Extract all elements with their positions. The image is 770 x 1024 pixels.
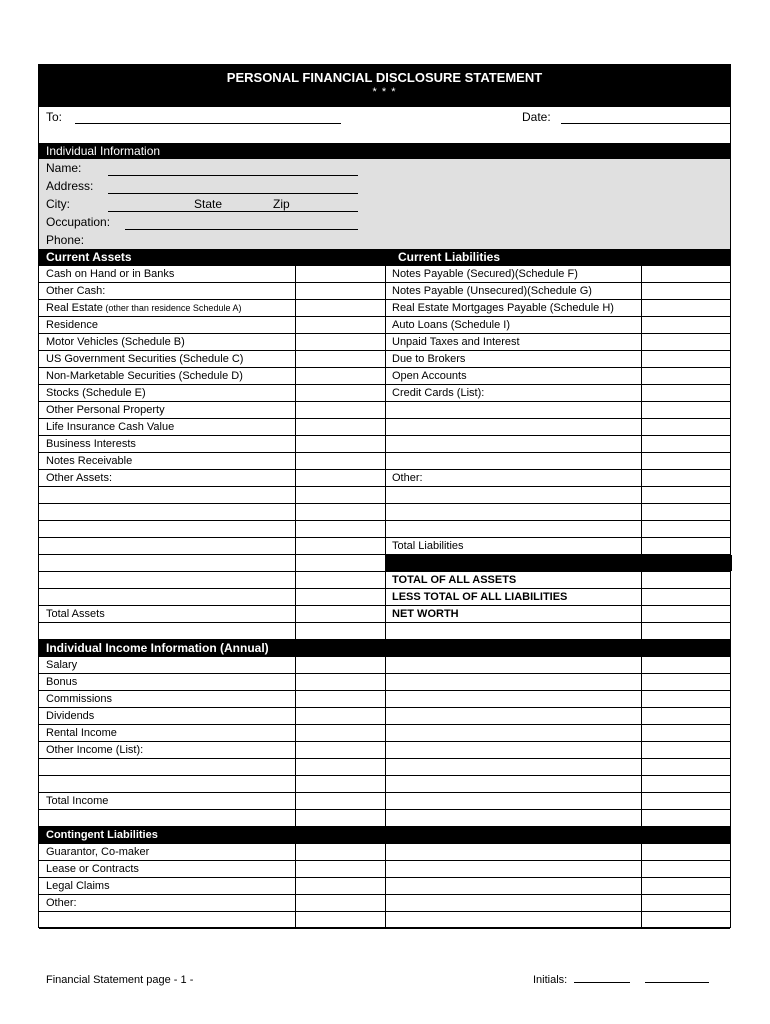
row-label: NET WORTH [392,608,459,620]
amount-cell[interactable] [643,623,730,639]
amount-cell[interactable] [643,708,730,724]
amount-cell[interactable] [387,742,639,758]
row-label: Business Interests [46,438,136,450]
amount-cell[interactable] [387,691,639,707]
city-state-zip-field[interactable] [108,211,358,212]
amount-cell[interactable] [297,878,383,894]
city-label: City: [46,197,70,211]
income-title: Individual Income Information (Annual) [46,641,269,655]
contingent-table [39,844,730,929]
row-label [392,487,638,503]
income-table [39,657,730,827]
amount-cell[interactable] [297,453,383,469]
amount-cell[interactable] [297,742,383,758]
amount-cell[interactable] [643,436,730,452]
amount-cell[interactable] [297,793,383,809]
row-label: Total Assets [46,608,105,620]
row-label: Total Liabilities [392,540,464,552]
amount-cell[interactable] [297,912,383,928]
initials-field-1[interactable] [574,982,630,983]
row-label [46,487,292,503]
amount-cell[interactable] [297,300,383,316]
row-label: Other: [392,472,423,484]
row-label: Dividends [46,710,95,722]
to-label: To: [46,110,63,124]
amount-cell[interactable] [643,487,730,503]
amount-cell[interactable] [643,895,730,911]
row-label: Total Income [46,795,109,807]
column-divider [385,266,386,640]
row-label: Lease or Contracts [46,863,139,875]
row-label: Non-Marketable Securities (Schedule D) [46,370,243,382]
row-label [46,555,292,571]
amount-cell[interactable] [297,317,383,333]
row-label [46,538,292,554]
row-label: Residence [46,319,98,331]
initials-label: Initials: [533,974,568,986]
row-label: Other Assets: [46,472,113,484]
zip-label: Zip [273,197,290,211]
amount-cell[interactable] [643,368,730,384]
amount-cell[interactable] [297,283,383,299]
amount-cell[interactable] [643,300,730,316]
amount-cell[interactable] [643,878,730,894]
state-label: State [194,197,223,211]
amount-cell[interactable] [643,589,730,605]
amount-cell[interactable] [297,521,383,537]
column-divider [641,844,642,929]
amount-cell[interactable] [643,912,730,928]
row-label: LESS TOTAL OF ALL LIABILITIES [392,591,568,603]
row-label: Other Cash: [46,285,106,297]
amount-cell[interactable] [297,606,383,622]
amount-cell[interactable] [297,623,383,639]
amount-cell[interactable] [297,759,383,775]
name-field[interactable] [108,175,358,176]
footer-initials [533,974,709,986]
amount-cell[interactable] [387,844,639,860]
row-label: Legal Claims [46,880,110,892]
amount-cell[interactable] [643,759,730,775]
amount-cell[interactable] [643,793,730,809]
row-label [46,810,292,826]
amount-cell[interactable] [297,470,383,486]
amount-cell[interactable] [297,572,383,588]
amount-cell[interactable] [643,606,730,622]
income-header [39,640,730,657]
amount-cell[interactable] [387,674,639,690]
row-label: Motor Vehicles (Schedule B) [46,336,185,348]
amount-cell[interactable] [643,385,730,401]
initials-field-2[interactable] [645,982,709,983]
amount-cell[interactable] [387,878,639,894]
current-liabilities-title: Current Liabilities [398,250,501,264]
amount-cell[interactable] [387,895,639,911]
row-label [46,759,292,775]
footer-page: Financial Statement page - 1 - [46,974,194,986]
row-label [46,623,292,639]
amount-cell[interactable] [297,351,383,367]
amount-cell[interactable] [297,402,383,418]
row-label: Open Accounts [392,370,467,382]
row-label: Other Personal Property [46,404,165,416]
row-label: Notes Payable (Secured)(Schedule F) [392,268,578,280]
amount-cell[interactable] [297,368,383,384]
row-label: US Government Securities (Schedule C) [46,353,244,365]
amount-cell[interactable] [297,895,383,911]
amount-cell[interactable] [297,538,383,554]
current-assets-title: Current Assets [46,250,132,264]
row-label: Auto Loans (Schedule I) [392,319,511,331]
amount-cell[interactable] [643,453,730,469]
row-label: Rental Income [46,727,117,739]
amount-cell[interactable] [297,487,383,503]
amount-cell[interactable] [643,283,730,299]
amount-cell[interactable] [643,317,730,333]
contingent-header [39,827,730,844]
amount-cell[interactable] [643,334,730,350]
amount-cell[interactable] [643,470,730,486]
amount-cell[interactable] [297,776,383,792]
date-label: Date: [522,110,551,124]
row-label [46,912,292,928]
row-label [392,436,638,452]
row-label: Real Estate Mortgages Payable (Schedule H) [392,302,614,314]
amount-cell[interactable] [297,385,383,401]
assets-liabilities-header [39,249,730,266]
amount-cell[interactable] [643,538,730,554]
amount-cell[interactable] [643,555,730,571]
assets-liabilities-table [39,266,730,640]
row-label: Notes Payable (Unsecured)(Schedule G) [392,285,592,297]
amount-cell[interactable] [297,657,383,673]
address-field[interactable] [108,193,358,194]
row-label: Salary [46,659,78,671]
to-field[interactable] [75,123,341,124]
amount-cell[interactable] [387,657,639,673]
row-label: Other: [46,897,77,909]
row-label [46,572,292,588]
amount-cell[interactable] [297,691,383,707]
row-label [392,504,638,520]
amount-cell[interactable] [297,589,383,605]
amount-cell[interactable] [643,725,730,741]
address-label: Address: [46,179,94,193]
individual-info-section [39,159,730,249]
column-divider [385,844,386,929]
amount-cell[interactable] [387,912,639,928]
row-label: Real Estate (other than residence Schedule A) [46,302,242,314]
occupation-field[interactable] [125,229,358,230]
row-label [392,623,638,639]
column-divider [295,657,296,827]
contingent-title: Contingent Liabilities [46,829,158,841]
row-label: Cash on Hand or in Banks [46,268,175,280]
form-header [39,65,730,107]
amount-cell[interactable] [643,844,730,860]
phone-label: Phone: [46,233,85,247]
amount-cell[interactable] [297,334,383,350]
row-label [46,504,292,520]
column-divider [641,266,642,640]
amount-cell[interactable] [387,708,639,724]
row-label [392,521,638,537]
amount-cell[interactable] [297,725,383,741]
occupation-label: Occupation: [46,215,111,229]
row-label: Due to Brokers [392,353,466,365]
amount-cell[interactable] [643,742,730,758]
amount-cell[interactable] [297,419,383,435]
amount-cell[interactable] [297,504,383,520]
amount-cell[interactable] [643,419,730,435]
row-label: Notes Receivable [46,455,133,467]
amount-cell[interactable] [643,810,730,826]
row-label: Other Income (List): [46,744,144,756]
amount-cell[interactable] [387,725,639,741]
amount-cell[interactable] [297,708,383,724]
amount-cell[interactable] [297,555,383,571]
real-estate-note: (other than residence Schedule A) [102,303,242,313]
amount-cell[interactable] [297,266,383,282]
row-label [392,453,638,469]
amount-cell[interactable] [643,657,730,673]
amount-cell[interactable] [387,810,639,826]
amount-cell[interactable] [643,402,730,418]
row-label: Unpaid Taxes and Interest [392,336,520,348]
row-label: Commissions [46,693,113,705]
amount-cell[interactable] [643,266,730,282]
amount-cell[interactable] [297,674,383,690]
row-label [46,521,292,537]
amount-cell[interactable] [297,436,383,452]
date-field[interactable] [561,123,731,124]
financial-statement-form [38,64,731,928]
column-divider [385,657,386,827]
amount-cell[interactable] [643,504,730,520]
amount-cell[interactable] [387,776,639,792]
form-title: PERSONAL FINANCIAL DISCLOSURE STATEMENT [226,70,543,85]
column-divider [295,266,296,640]
row-label [46,589,292,605]
column-divider [295,844,296,929]
title-stars: * * * [372,86,397,98]
name-label: Name: [46,161,82,175]
row-label [392,419,638,435]
amount-cell[interactable] [643,691,730,707]
individual-info-title: Individual Information [46,144,161,158]
row-label [46,776,292,792]
row-label: Guarantor, Co-maker [46,846,150,858]
row-label: Life Insurance Cash Value [46,421,175,433]
amount-cell[interactable] [643,572,730,588]
row-label: Stocks (Schedule E) [46,387,146,399]
row-label: Bonus [46,676,78,688]
amount-cell[interactable] [387,759,639,775]
row-label [392,555,638,571]
amount-cell[interactable] [643,521,730,537]
amount-cell[interactable] [297,810,383,826]
amount-cell[interactable] [297,844,383,860]
column-divider [641,657,642,827]
amount-cell[interactable] [643,861,730,877]
amount-cell[interactable] [643,674,730,690]
amount-cell[interactable] [643,776,730,792]
amount-cell[interactable] [643,351,730,367]
row-label: Credit Cards (List): [392,387,485,399]
amount-cell[interactable] [387,861,639,877]
row-label: TOTAL OF ALL ASSETS [392,574,517,586]
individual-info-header [39,143,730,159]
amount-cell[interactable] [387,793,639,809]
row-label [392,402,638,418]
amount-cell[interactable] [297,861,383,877]
